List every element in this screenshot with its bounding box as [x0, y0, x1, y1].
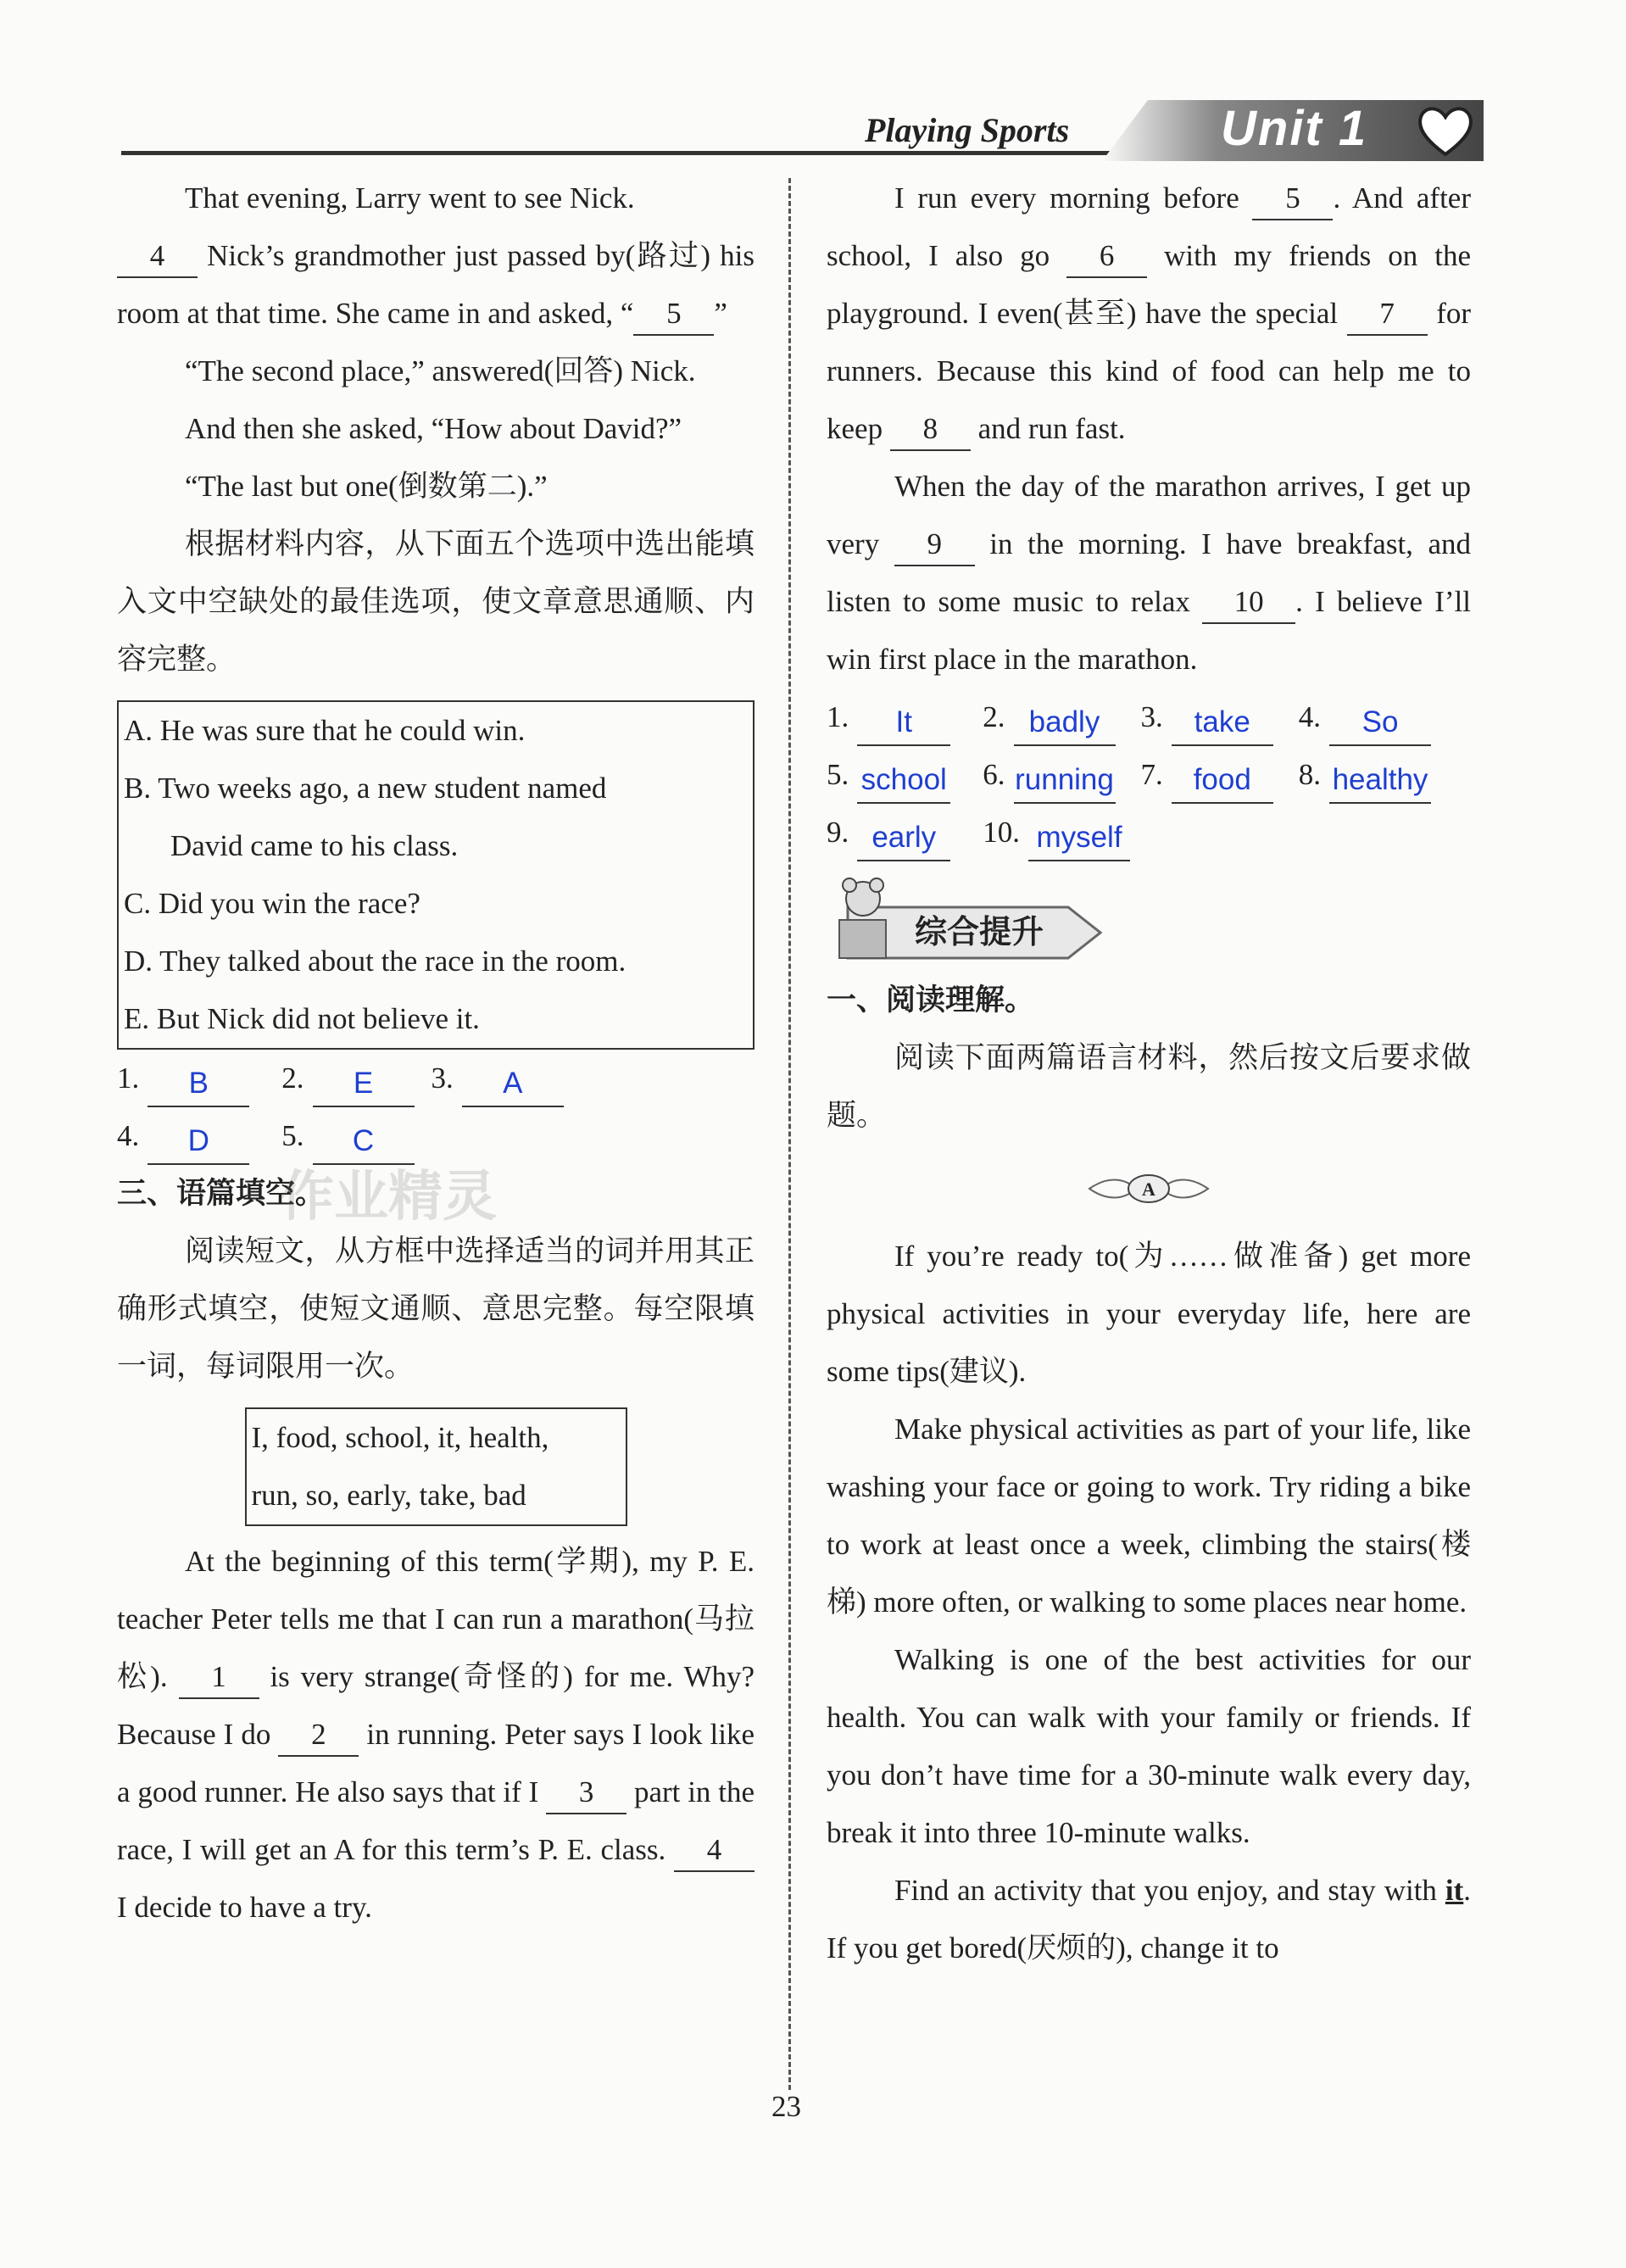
fill-blank-8: 8: [890, 409, 971, 451]
passage-a-paragraph-3: Walking is one of the best activities for our health. You can walk with your family or friends. If you don’t have time for a 30-minute walk every day, break it into three 10-minute walks.: [827, 1643, 1471, 1849]
option-e: E. But Nick did not believe it.: [124, 1002, 480, 1035]
option-a: A. He was sure that he could win.: [124, 714, 526, 747]
fill-answer-10: myself: [1028, 816, 1130, 861]
story-paragraph-4: “The last but one(倒数第二).”: [185, 470, 548, 503]
option-d: D. They talked about the race in the room.: [124, 945, 626, 978]
story-paragraph-3: And then she asked, “How about David?”: [185, 412, 682, 445]
fill-answer-1: It: [857, 700, 950, 746]
passage-a-paragraph-2: Make physical activities as part of your life, like washing your face or going to work. Try riding a bike to work at least once a week, climbing the stairs(楼梯) more often, or walking to some places near home.: [827, 1413, 1471, 1619]
fill-answers-row-3: 9. early 10. myself: [827, 804, 1471, 861]
section-3-title: 三、语篇填空。: [117, 1177, 326, 1211]
answers-row-2: 4. D 5. C: [117, 1107, 755, 1165]
underlined-it: it: [1445, 1874, 1464, 1907]
heart-icon: [1416, 103, 1475, 158]
watermark: 作业精灵: [280, 1166, 497, 1229]
fill-answer-3: take: [1172, 700, 1273, 746]
fill-blank-10: 10: [1202, 582, 1295, 624]
passage-paragraph-3: When the day of the marathon arrives, I get up very 9 in the morning. I have breakfast, and listen to some music to relax 10 . I believe I’ll win first place in the marathon.: [827, 470, 1471, 676]
answer-5: C: [313, 1119, 415, 1165]
option-c: C. Did you win the race?: [124, 887, 420, 920]
passage-a-paragraph-1: If you’re ready to(为……做准备) get more physical activities in your everyday life, here are some tips(建议).: [827, 1240, 1471, 1388]
fill-blank-4: 4: [674, 1830, 755, 1872]
story-paragraph-1: That evening, Larry went to see Nick. 4 Nick’s grandmother just passed by(路过) his room at that time. She came in and asked, “ 5 ”: [117, 170, 755, 343]
story-paragraph-2: “The second place,” answered(回答) Nick.: [185, 354, 696, 387]
passage-a-paragraph-4: Find an activity that you enjoy, and stay with it. If you get bored(厌烦的), change it to: [827, 1874, 1471, 1964]
answer-3: A: [462, 1062, 564, 1107]
word-box: I, food, school, it, health, run, so, early, take, bad: [245, 1407, 627, 1526]
section-1-title: 一、阅读理解。: [827, 984, 1035, 1017]
fill-answer-9: early: [857, 816, 950, 861]
column-divider: [788, 178, 791, 2090]
fill-answers-row-1: 1. It 2. badly 3. take 4. So: [827, 688, 1471, 746]
fill-answer-8: healthy: [1329, 758, 1431, 804]
unit-label: Unit 1: [1221, 101, 1368, 156]
blank-5: 5: [633, 293, 714, 336]
options-box: [117, 700, 755, 1050]
fill-answer-4: So: [1329, 700, 1431, 746]
instruction-text: 根据材料内容，从下面五个选项中选出能填入文中空缺处的最佳选项，使文章意思通顺、内容完整。: [117, 527, 755, 676]
section-badge: [831, 873, 1102, 967]
section-3-instruction: 阅读短文，从方框中选择适当的词并用其正确形式填空，使短文通顺、意思完整。每空限填一词，每词限用一次。: [117, 1234, 755, 1383]
fill-answer-5: school: [857, 758, 950, 804]
option-b-cont: David came to his class.: [170, 829, 459, 862]
passage-paragraph-2: I run every morning before 5 . And after school, I also go 6 with my friends on the playground. I even(甚至) have the special 7 for runners. Because this kind of food can help me to keep 8 and run fast.: [827, 170, 1471, 458]
label-a-text: A: [1142, 1179, 1155, 1200]
answer-4: D: [148, 1119, 249, 1165]
fill-blank-7: 7: [1347, 293, 1428, 336]
badge-text: 综合提升: [914, 913, 1044, 950]
fill-blank-1: 1: [179, 1657, 259, 1699]
fill-blank-5: 5: [1252, 178, 1333, 220]
fill-answers-row-2: 5. school 6. running 7. food 8. healthy: [827, 746, 1471, 804]
left-column: [117, 170, 755, 1936]
option-b: B. Two weeks ago, a new student named: [124, 772, 607, 805]
passage-a-label: [827, 1170, 1471, 1219]
header-title: Playing Sports: [865, 111, 1070, 149]
fill-blank-9: 9: [894, 524, 975, 566]
header-rule: [121, 151, 1181, 155]
fill-blank-6: 6: [1066, 236, 1147, 278]
answers-row-1: 1. B 2. E 3. A: [117, 1050, 755, 1107]
fill-blank-3: 3: [546, 1772, 626, 1814]
answer-1: B: [148, 1062, 249, 1107]
answer-2: E: [313, 1062, 415, 1107]
fill-answer-6: running: [1014, 758, 1116, 804]
ornament-icon: [1085, 1170, 1212, 1207]
page-number: 23: [771, 2090, 801, 2123]
brick-wall-icon: [839, 920, 886, 958]
right-column: [827, 170, 1471, 1977]
fill-answer-7: food: [1172, 758, 1273, 804]
section-1-instruction: 阅读下面两篇语言材料，然后按文后要求做题。: [827, 1041, 1471, 1132]
passage-paragraph-1: At the beginning of this term(学期), my P. E. teacher Peter tells me that I can run a marathon(马拉松). 1 is very strange(奇怪的) for me. Why? Because I do 2 in running. Peter says I look like a good runner. He also says that if I 3 part in the race, I will get an A for this term’s P. E. class. 4 I decide to have a try.: [117, 1545, 755, 1924]
fill-answer-2: badly: [1014, 700, 1116, 746]
fill-blank-2: 2: [278, 1714, 359, 1757]
blank-4: 4: [117, 236, 198, 278]
